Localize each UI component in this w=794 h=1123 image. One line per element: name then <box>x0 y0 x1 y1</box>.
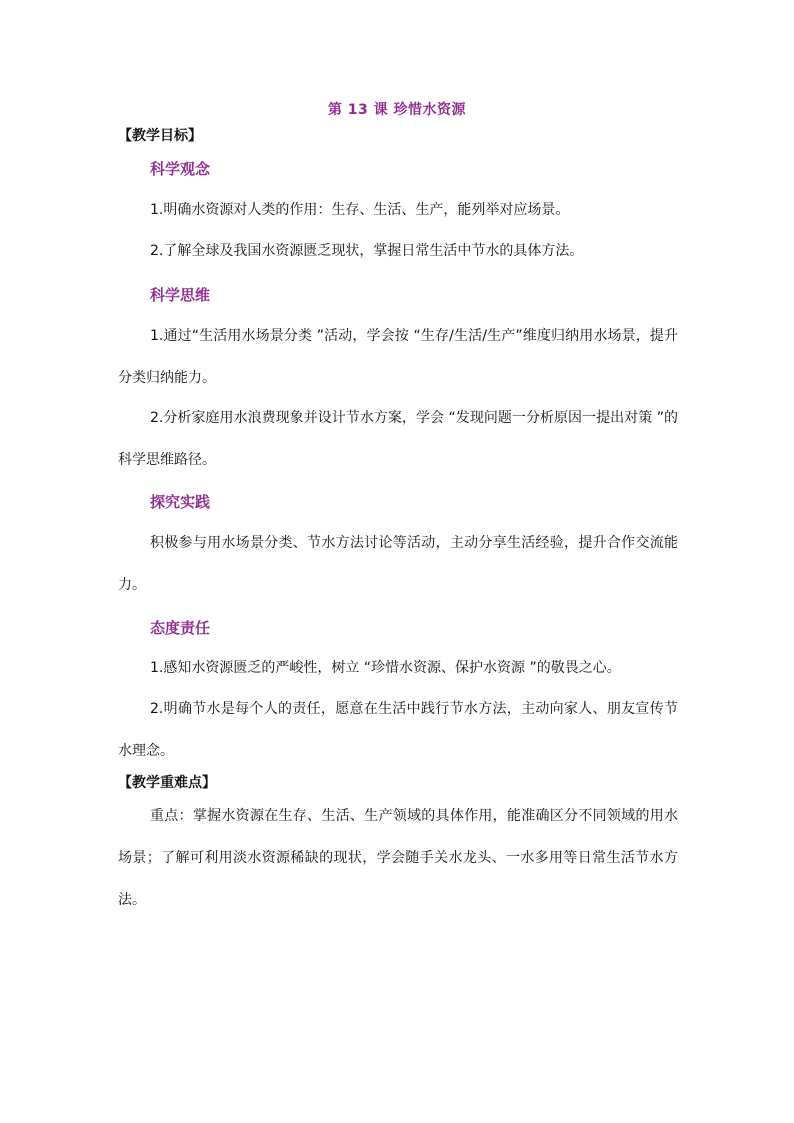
lesson-title: 第 13 课 珍惜水资源 <box>327 102 467 118</box>
science-thinking-item-2: 2.分析家庭用水浪费现象并设计节水方案，学会 “发现问题一分析原因一提出对策 ”的科学思维路径。 <box>118 410 678 468</box>
teaching-goals-heading: 【教学目标】 <box>118 128 202 144</box>
attitude-item-1: 1.感知水资源匮乏的严峻性，树立 “珍惜水资源、保护水资源 ”的敬畏之心。 <box>150 660 621 676</box>
attitude-item-2: 2.明确节水是每个人的责任，愿意在生活中践行节水方法，主动向家人、朋友宣传节水理念。 <box>118 701 678 759</box>
science-thinking-item-1: 1.通过“生活用水场景分类 ”活动，学会按 “生存/生活/生产”维度归纳用水场景，提升分类归纳能力。 <box>118 328 678 386</box>
science-concept-heading: 科学观念 <box>150 160 211 178</box>
science-concept-item-2: 2.了解全球及我国水资源匮乏现状，掌握日常生活中节水的具体方法。 <box>150 243 584 259</box>
science-concept-item-1: 1.明确水资源对人类的作用：生存、生活、生产，能列举对应场景。 <box>150 202 570 218</box>
inquiry-practice-item: 积极参与用水场景分类、节水方法讨论等活动，主动分享生活经验，提升合作交流能力。 <box>118 535 678 593</box>
key-points-paragraph: 重点：掌握水资源在生存、生活、生产领域的具体作用，能准确区分不同领域的用水场景；了解可利用淡水资源稀缺的现状，学会随手关水龙头、一水多用等日常生活节水方法。 <box>118 808 678 908</box>
attitude-heading: 态度责任 <box>150 619 211 637</box>
science-thinking-heading: 科学思维 <box>150 286 211 304</box>
key-points-heading: 【教学重难点】 <box>118 775 216 791</box>
inquiry-practice-heading: 探究实践 <box>150 493 211 511</box>
